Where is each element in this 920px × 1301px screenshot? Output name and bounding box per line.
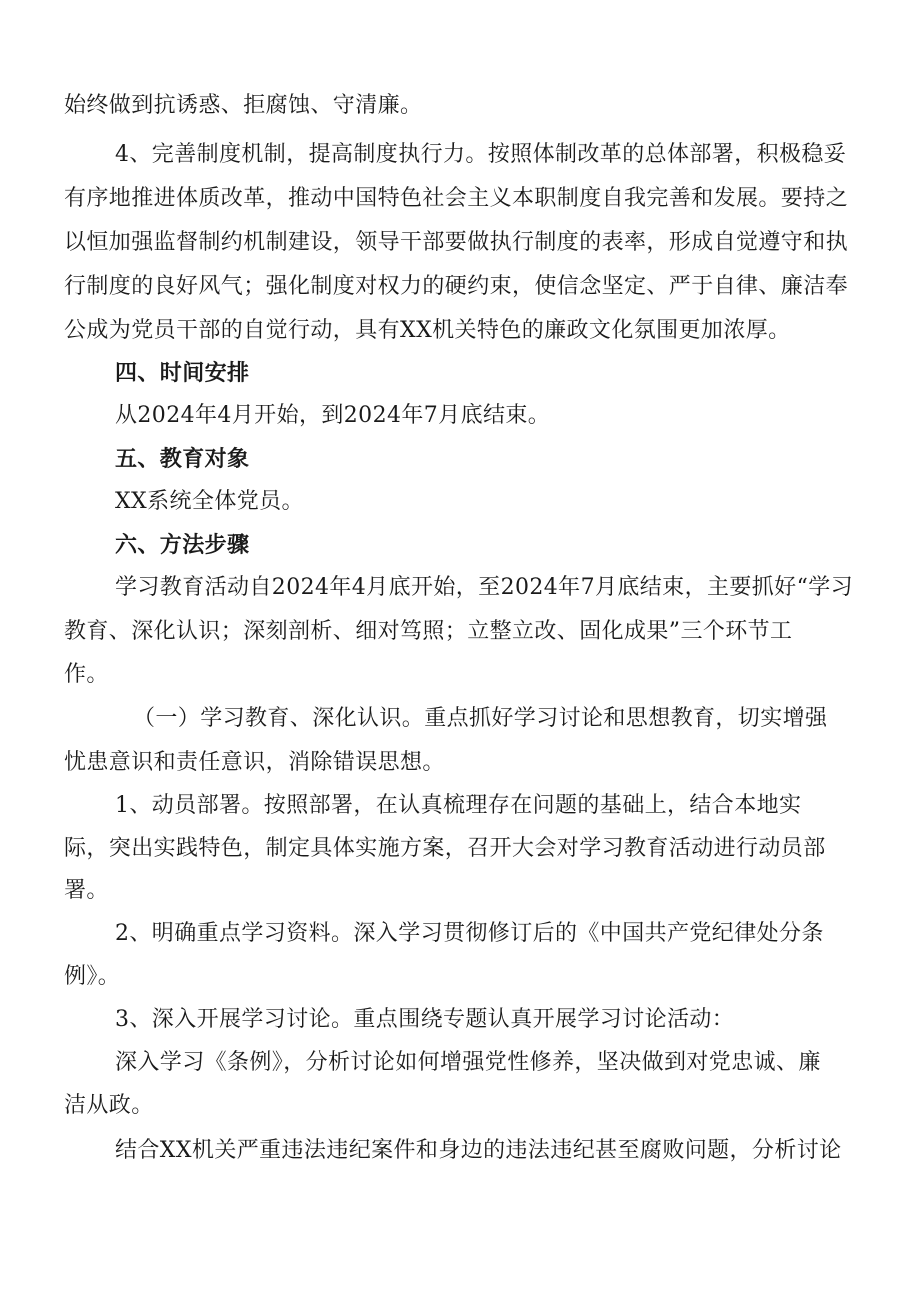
paragraph-line: 结合XX机关严重违法违纪案件和身边的违法违纪甚至腐败问题，分析讨论	[115, 1138, 842, 1163]
paragraph-line: 际，突出实践特色，制定具体实施方案，召开大会对学习教育活动进行动员部	[64, 836, 826, 861]
paragraph-line: 学习教育活动自2024年4月底开始，至2024年7月底结束，主要抓好“学习	[115, 575, 854, 600]
paragraph-line: 2、明确重点学习资料。深入学习贯彻修订后的《中国共产党纪律处分条	[115, 921, 824, 946]
paragraph-line: 行制度的良好风气；强化制度对权力的硬约束，使信念坚定、严于自律、廉洁奉	[64, 274, 849, 299]
paragraph-line: 1、动员部署。按照部署，在认真梳理存在问题的基础上，结合本地实	[115, 793, 802, 818]
paragraph-line: 例》。	[64, 964, 121, 989]
paragraph-line: 署。	[64, 878, 109, 903]
paragraph-line: 教育、深化认识；深刻剖析、细对笃照；立整立改、固化成果”三个环节工	[64, 619, 793, 644]
paragraph-line: 忧患意识和责任意识，消除错误思想。	[64, 750, 445, 775]
paragraph-line: XX系统全体党员。	[115, 489, 304, 514]
paragraph-line: 深入学习《条例》，分析讨论如何增强党性修养，坚决做到对党忠诚、廉	[115, 1050, 821, 1075]
paragraph-line: 3、深入开展学习讨论。重点围绕专题认真开展学习讨论活动：	[115, 1007, 735, 1032]
paragraph-line: （一）学习教育、深化认识。重点抓好学习讨论和思想教育，切实增强	[133, 706, 828, 731]
section-heading-time: 四、时间安排	[115, 360, 250, 386]
paragraph-line: 有序地推进体质改革，推动中国特色社会主义本职制度自我完善和发展。要持之	[64, 186, 849, 211]
section-heading-methods: 六、方法步骤	[115, 532, 250, 558]
paragraph-line: 4、完善制度机制，提高制度执行力。按照体制改革的总体部署，积极稳妥	[115, 142, 847, 167]
paragraph-line: 公成为党员干部的自觉行动，具有XX机关特色的廉政文化氛围更加浓厚。	[64, 318, 791, 343]
paragraph-line: 以恒加强监督制约机制建设，领导干部要做执行制度的表率，形成自觉遵守和执	[64, 230, 849, 255]
paragraph-line: 从2024年4月开始，到2024年7月底结束。	[115, 403, 551, 428]
section-heading-audience: 五、教育对象	[115, 446, 250, 472]
paragraph-line: 始终做到抗诱惑、拒腐蚀、守清廉。	[64, 93, 423, 118]
paragraph-line: 洁从政。	[64, 1093, 154, 1118]
paragraph-line: 作。	[64, 662, 109, 687]
